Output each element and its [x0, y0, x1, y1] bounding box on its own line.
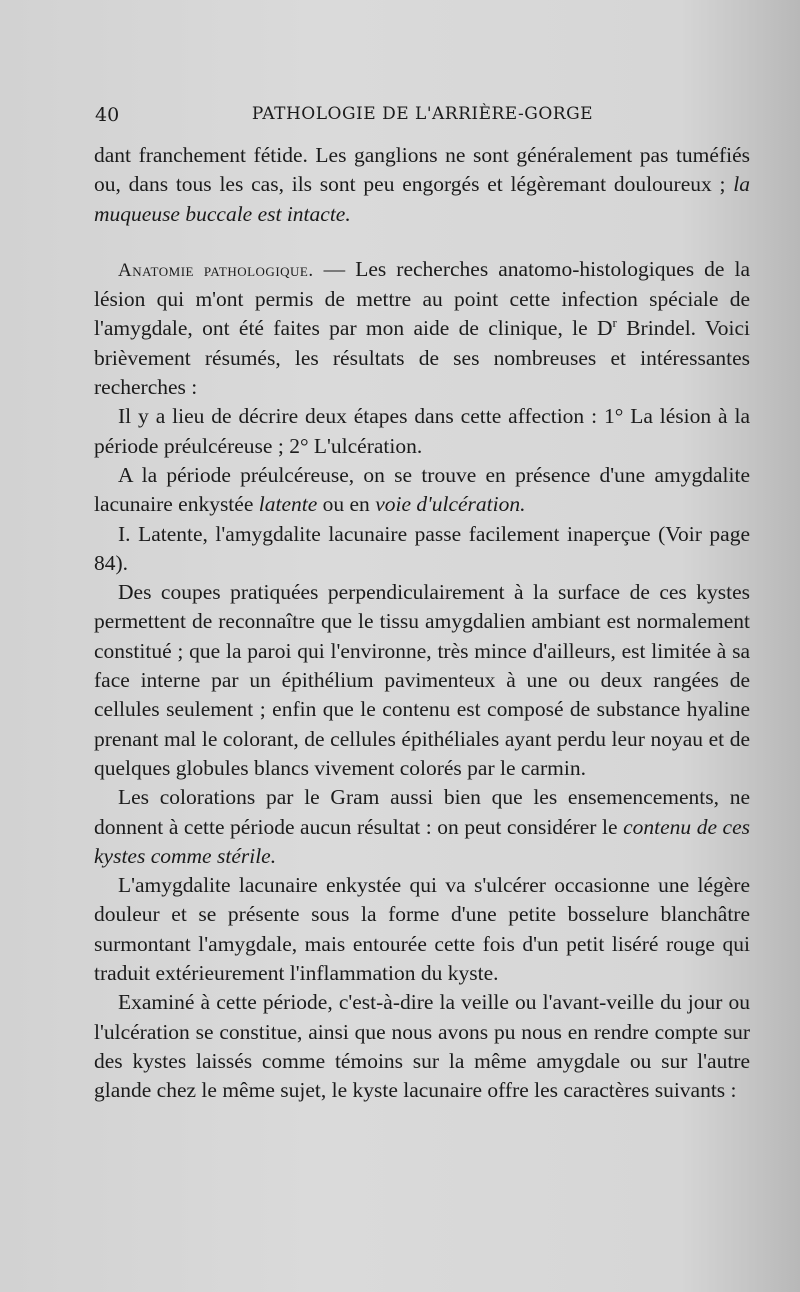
paragraph-2 [94, 255, 750, 402]
paragraph-4-text-b: ou en [317, 492, 376, 517]
paragraph-1 [94, 141, 750, 229]
paragraph-1-italic: la muqueuse buccale est intacte. [94, 172, 750, 226]
paragraph-6: Des coupes pratiquées perpendiculairement à la surface de ces kystes permettent de reconnaître que le tissu amygdalien ambiant est normalement constitué ; que la paroi qui l'environne, très mince d'ailleurs, est limitée à sa face interne par un épithélium pavimenteux à une ou deux rangées de cellules seulement ; enfin que le contenu est composé de substance hyaline prenant mal le colorant, de cellules épithéliales ayant perdu leur noyau et de quelques globules blancs vivement colorés par le carmin. [94, 580, 750, 780]
paragraph-7 [94, 783, 750, 871]
paragraph-2-text-a: — Les recherches anatomo-histologiques de la lésion qui m'ont permis de mettre au point cette infection spéciale de l'amygdale, ont été faites par mon aide de clinique, le D [94, 256, 750, 341]
paragraph-4-italic-a: latente [258, 492, 318, 517]
paragraph-1-text: dant franchement fétide. Les ganglions ne sont généralement pas tuméfiés ou, dans tous les cas, ils sont peu engorgés et légèremant douloureux ; [94, 143, 750, 197]
paragraph-7-italic: contenu de ces kystes comme stérile. [94, 814, 751, 868]
paragraph-8: L'amygdalite lacunaire enkystée qui va s'ulcérer occasionne une légère douleur et se présente sous la forme d'une petite bosselure blanchâtre surmontant l'amygdale, mais entourée cette fois d'un petit liséré rouge qui traduit extérieurement l'inflammation du kyste. [94, 873, 750, 986]
paragraph-4-italic-b: voie d'ulcération. [375, 492, 526, 517]
doctor-superscript: r [612, 315, 617, 331]
paragraph-9: Examiné à cette période, c'est-à-dire la veille ou l'avant-veille du jour ou l'ulcération se constitue, ainsi que nous avons pu nous en rendre compte sur des kystes laissés comme témoins sur la même amygdale ou sur l'autre glande chez le même sujet, le kyste lacunaire offre les caractères suivants : [94, 990, 750, 1103]
body-text [94, 141, 750, 1106]
section-heading: Anatomie pathologique. [118, 259, 314, 281]
paragraph-3: Il y a lieu de décrire deux étapes dans cette affection : 1° La lésion à la période préulcéreuse ; 2° L'ulcération. [94, 404, 750, 458]
page-number: 40 [95, 104, 120, 126]
paragraph-7-text: Les colorations par le Gram aussi bien que les ensemencements, ne donnent à cette période aucun résultat : on peut considérer le [94, 785, 750, 839]
running-title: PATHOLOGIE DE L'ARRIÈRE-GORGE [251, 104, 594, 124]
paragraph-2-text-b: Brindel. Voici brièvement résumés, les résultats de ses nombreuses et intéressantes recherches : [94, 316, 750, 400]
paragraph-4 [94, 461, 750, 520]
paragraph-4-text-a: A la période préulcéreuse, on se trouve en présence d'une amygdalite lacunaire enkystée [94, 462, 750, 517]
paragraph-5: I. Latente, l'amygdalite lacunaire passe facilement inaperçue (Voir page 84). [94, 521, 750, 575]
page-header [95, 100, 750, 130]
